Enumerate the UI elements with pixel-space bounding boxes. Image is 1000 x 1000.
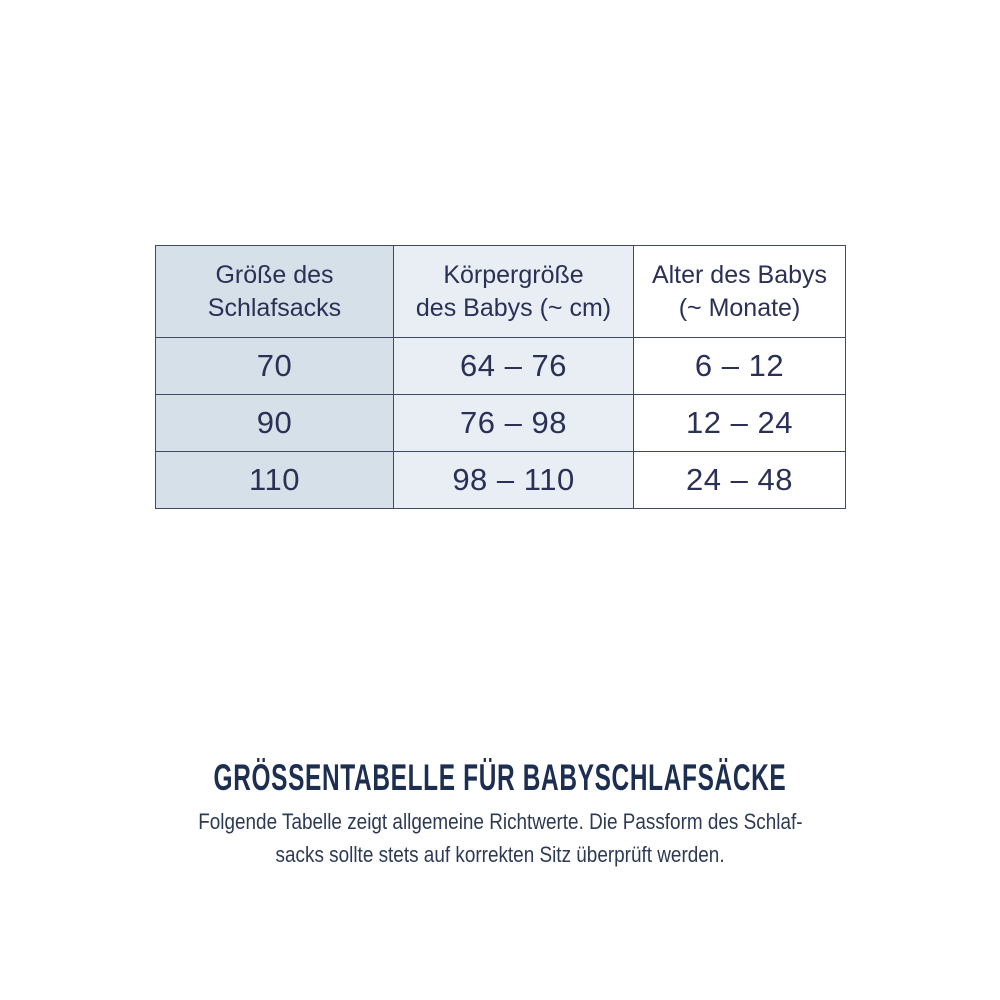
table-row — [156, 452, 846, 509]
cell-size: 70 — [156, 338, 394, 395]
table-row — [156, 338, 846, 395]
cell-body-height: 76 – 98 — [394, 395, 634, 452]
cell-age: 6 – 12 — [634, 338, 846, 395]
cell-age: 12 – 24 — [634, 395, 846, 452]
caption — [0, 758, 1000, 806]
cell-body-height: 98 – 110 — [394, 452, 634, 509]
caption-text-line2 — [0, 838, 1000, 871]
header-sleeping-bag-size — [156, 246, 394, 338]
header-line: Schlafsacks — [207, 293, 342, 322]
cell-body-height: 64 – 76 — [394, 338, 634, 395]
header-baby-age — [634, 246, 846, 338]
cell-age: 24 – 48 — [634, 452, 846, 509]
header-line: Alter des Babys — [651, 260, 828, 289]
cell-size: 110 — [156, 452, 394, 509]
caption-text-line1 — [0, 805, 1000, 838]
caption-text — [0, 805, 1000, 871]
header-line: (~ Monate) — [678, 293, 801, 322]
header-line: Körpergröße — [443, 260, 584, 289]
header-line: Größe des — [215, 260, 334, 289]
cell-size: 90 — [156, 395, 394, 452]
header-baby-body-height — [394, 246, 634, 338]
caption-title: GRÖSSENTABELLE FÜR BABYSCHLAFSÄCKE — [213, 757, 787, 798]
caption-text-line1-text: Folgende Tabelle zeigt allgemeine Richtwerte. Die Passform des Schlaf- — [197, 809, 803, 834]
header-line: des Babys (~ cm) — [415, 293, 612, 322]
header-row — [156, 246, 846, 338]
caption-text-line2-text: sacks sollte stets auf korrekten Sitz überprüft werden. — [275, 842, 725, 867]
table-row — [156, 395, 846, 452]
size-table — [155, 245, 846, 509]
